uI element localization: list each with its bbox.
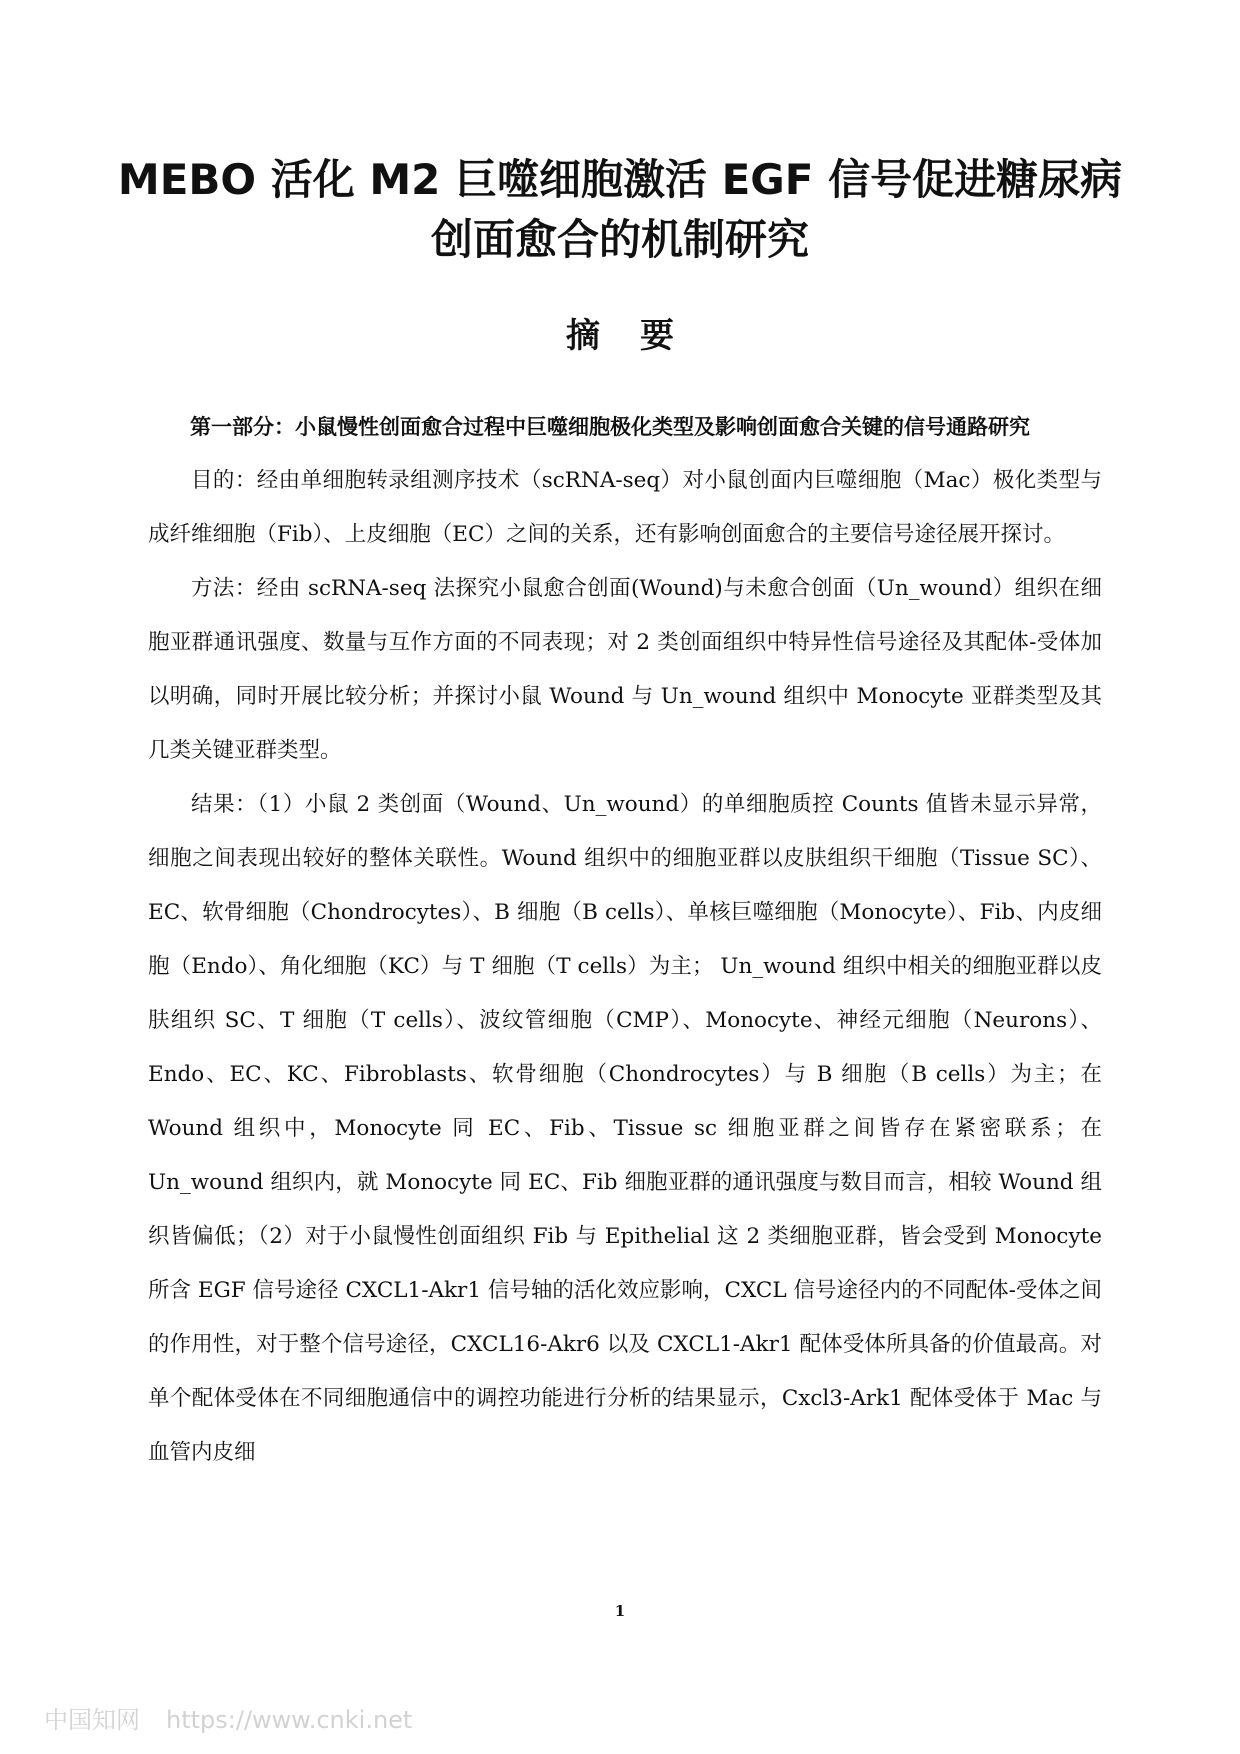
results-paragraph: 结果：（1）小鼠 2 类创面（Wound、Un_wound）的单细胞质控 Counts 值皆未显示异常，细胞之间表现出较好的整体关联性。Wound 组织中的细胞亚群以皮肤组织干细胞（Tissue SC）、EC、软骨细胞（Chondrocytes）、B 细胞（B cells）、单核巨噬细胞（Monocyte）、Fib、内皮细胞（Endo）、角化细胞（KC）与 T 细胞（T cells）为主； Un_wound 组织中相关的细胞亚群以皮肤组织 SC、T 细胞（T cells）、波纹管细胞（CMP）、Monocyte、神经元细胞（Neurons）、Endo、EC、KC、Fibroblasts、软骨细胞（Chondrocytes）与 B 细胞（B cells）为主；在 Wound 组织中，Monocyte 同 EC、Fib、Tissue sc 细胞亚群之间皆存在紧密联系；在 Un_wound 组织内，就 Monocyte 同 EC、Fib 细胞亚群的通讯强度与数目而言，相较 Wound 组织皆偏低；（2）对于小鼠慢性创面组织 Fib 与 Epithelial 这 2 类细胞亚群，皆会受到 Monocyte 所含 EGF 信号途径 CXCL1-Akr1 信号轴的活化效应影响，CXCL 信号途径内的不同配体-受体之间的作用性，对于整个信号途径，CXCL16-Akr6 以及 CXCL1-Akr1 配体受体所具备的价值最高。对单个配体受体在不同细胞通信中的调控功能进行分析的结果显示，Cxcl3-Ark1 配体受体于 Mac 与血管内皮细 — [148, 792, 1102, 1465]
cnki-watermark — [44, 1700, 412, 1735]
abstract-heading: 摘要 — [566, 316, 714, 356]
page-number: 1 — [614, 1602, 626, 1620]
methods-paragraph: 方法：经由 scRNA-seq 法探究小鼠愈合创面(Wound)与未愈合创面（Un_wound）组织在细胞亚群通讯强度、数量与互作方面的不同表现；对 2 类创面组织中特异性信号途径及其配体-受体加以明确，同时开展比较分析；并探讨小鼠 Wound 与 Un_wound 组织中 Monocyte 亚群类型及其几类关键亚群类型。 — [148, 576, 1102, 763]
abstract-body — [148, 400, 1102, 1480]
paper-title-line-2: 创面愈合的机制研究 — [430, 215, 809, 264]
watermark-site-name: 中国知网 — [44, 1706, 140, 1734]
paper-title — [100, 150, 1140, 270]
section-heading: 第一部分：小鼠慢性创面愈合过程中巨噬细胞极化类型及影响创面愈合关键的信号通路研究 — [190, 415, 1030, 439]
purpose-paragraph: 目的：经由单细胞转录组测序技术（scRNA-seq）对小鼠创面内巨噬细胞（Mac）极化类型与成纤维细胞（Fib）、上皮细胞（EC）之间的关系，还有影响创面愈合的主要信号途径展开探讨。 — [148, 468, 1102, 547]
watermark-url: https://www.cnki.net — [166, 1706, 413, 1734]
paper-title-line-1: MEBO 活化 M2 巨噬细胞激活 EGF 信号促进糖尿病 — [117, 155, 1123, 204]
